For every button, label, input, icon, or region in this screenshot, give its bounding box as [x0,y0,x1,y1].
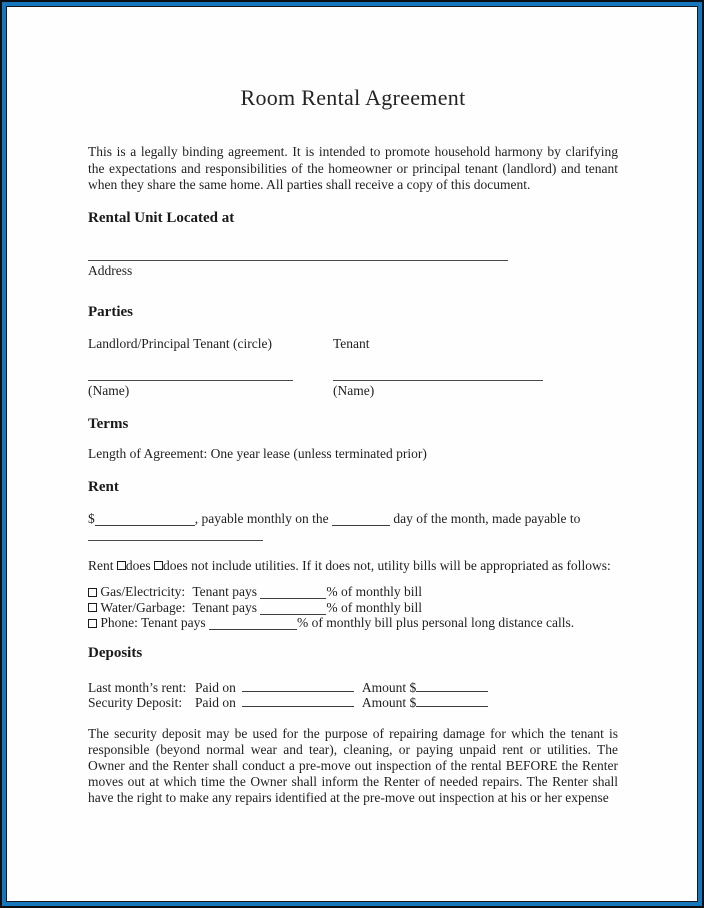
intro-paragraph: This is a legally binding agreement. It is intended to promote household harmony by clarifying the expectations and responsibilities of the homeowner or principal tenant (landlord) and tenant when they share the same home. All parties shall receive a copy of this document. [88,144,618,192]
page-title: Room Rental Agreement [240,85,466,110]
address-blank-line[interactable] [88,260,508,261]
gas-electricity-label: Gas/Electricity: [100,584,186,599]
page-border-inner [6,6,698,902]
section-heading-parties: Parties [88,303,133,320]
security-deposit-label: Security Deposit: [88,695,183,711]
rent-payable-text: , payable monthly on the [194,511,329,526]
length-of-agreement-text: Length of Agreement: One year lease (unless terminated prior) [88,445,427,461]
gas-percent-blank[interactable] [260,587,326,599]
page-border-blue [2,2,702,906]
rent-day-text: day of the month, made payable to [393,511,581,526]
party-name-lines-row [88,380,618,399]
address-label: Address [88,262,133,278]
party-labels-row [88,336,618,352]
tenant-label: Tenant [333,335,370,351]
phone-percent-blank[interactable] [209,618,297,630]
rent-day-blank[interactable] [332,514,390,526]
utilities-intro-paragraph [88,558,618,575]
tenant-name-label: (Name) [333,382,375,398]
security-amount-blank[interactable] [416,695,488,707]
rent-does-not-checkbox-icon[interactable] [154,561,163,570]
section-heading-rental-unit: Rental Unit Located at [88,209,235,226]
section-heading-terms: Terms [88,415,129,432]
utility-row-gas-electricity [88,584,618,600]
last-month-paid-on-blank[interactable] [242,680,354,692]
water-percent-suffix: % of monthly bill [326,599,423,615]
utilities-prefix: Rent [88,557,114,573]
rent-amount-line [88,511,618,527]
deposit-row-last-month [88,680,618,695]
utilities-option-does-not: does not [163,557,209,573]
security-paid-on-blank[interactable] [242,695,354,707]
tenant-name-blank-line[interactable] [333,380,543,381]
water-percent-blank[interactable] [260,603,326,615]
gas-percent-suffix: % of monthly bill [326,584,423,599]
security-amount-label: Amount $ [361,695,417,711]
landlord-name-label: (Name) [88,382,130,398]
last-month-amount-blank[interactable] [416,680,488,692]
gas-tenant-pays-text: Tenant pays [192,584,258,599]
utilities-option-does: does [125,557,151,573]
section-heading-deposits: Deposits [88,644,143,661]
last-month-paid-on-label: Paid on [195,679,236,695]
security-deposit-note: The security deposit may be used for the purpose of repairing damage for which the tenant is responsible (beyond normal wear and tear), cleaning, or paying unpaid rent or utilities. The Owner and the Renter shall conduct a pre-move out inspection of the rental BEFORE the Renter moves out at which time the Owner shall inform the Renter of needed repairs. The Renter shall have the right to make any repairs identified at the pre-move out inspection at his or her expense [88,726,618,806]
phone-label: Phone: Tenant pays [100,615,206,631]
rent-amount-blank[interactable] [95,514,195,526]
deposit-table [88,680,618,711]
document-content [7,7,697,806]
payee-blank-line[interactable] [88,540,263,541]
last-month-rent-label: Last month’s rent: [88,679,187,695]
water-tenant-pays-text: Tenant pays [192,599,258,615]
utilities-suffix: include utilities. If it does not, utility bills will be appropriated as follows: [211,557,611,573]
gas-electricity-checkbox-icon[interactable] [88,588,97,597]
water-garbage-checkbox-icon[interactable] [88,603,97,612]
landlord-label: Landlord/Principal Tenant (circle) [88,335,272,351]
utility-row-water-garbage [88,600,618,616]
phone-checkbox-icon[interactable] [88,619,97,628]
deposit-row-security [88,695,618,710]
utility-row-phone [88,615,618,631]
security-paid-on-label: Paid on [195,695,236,711]
water-garbage-label: Water/Garbage: [100,599,186,615]
landlord-name-blank-line[interactable] [88,380,293,381]
phone-percent-suffix: % of monthly bill plus personal long distance calls. [297,615,575,631]
rent-does-checkbox-icon[interactable] [117,561,126,570]
last-month-amount-label: Amount $ [361,679,417,695]
currency-symbol: $ [88,511,95,526]
section-heading-rent: Rent [88,479,119,495]
utility-list [88,584,618,631]
